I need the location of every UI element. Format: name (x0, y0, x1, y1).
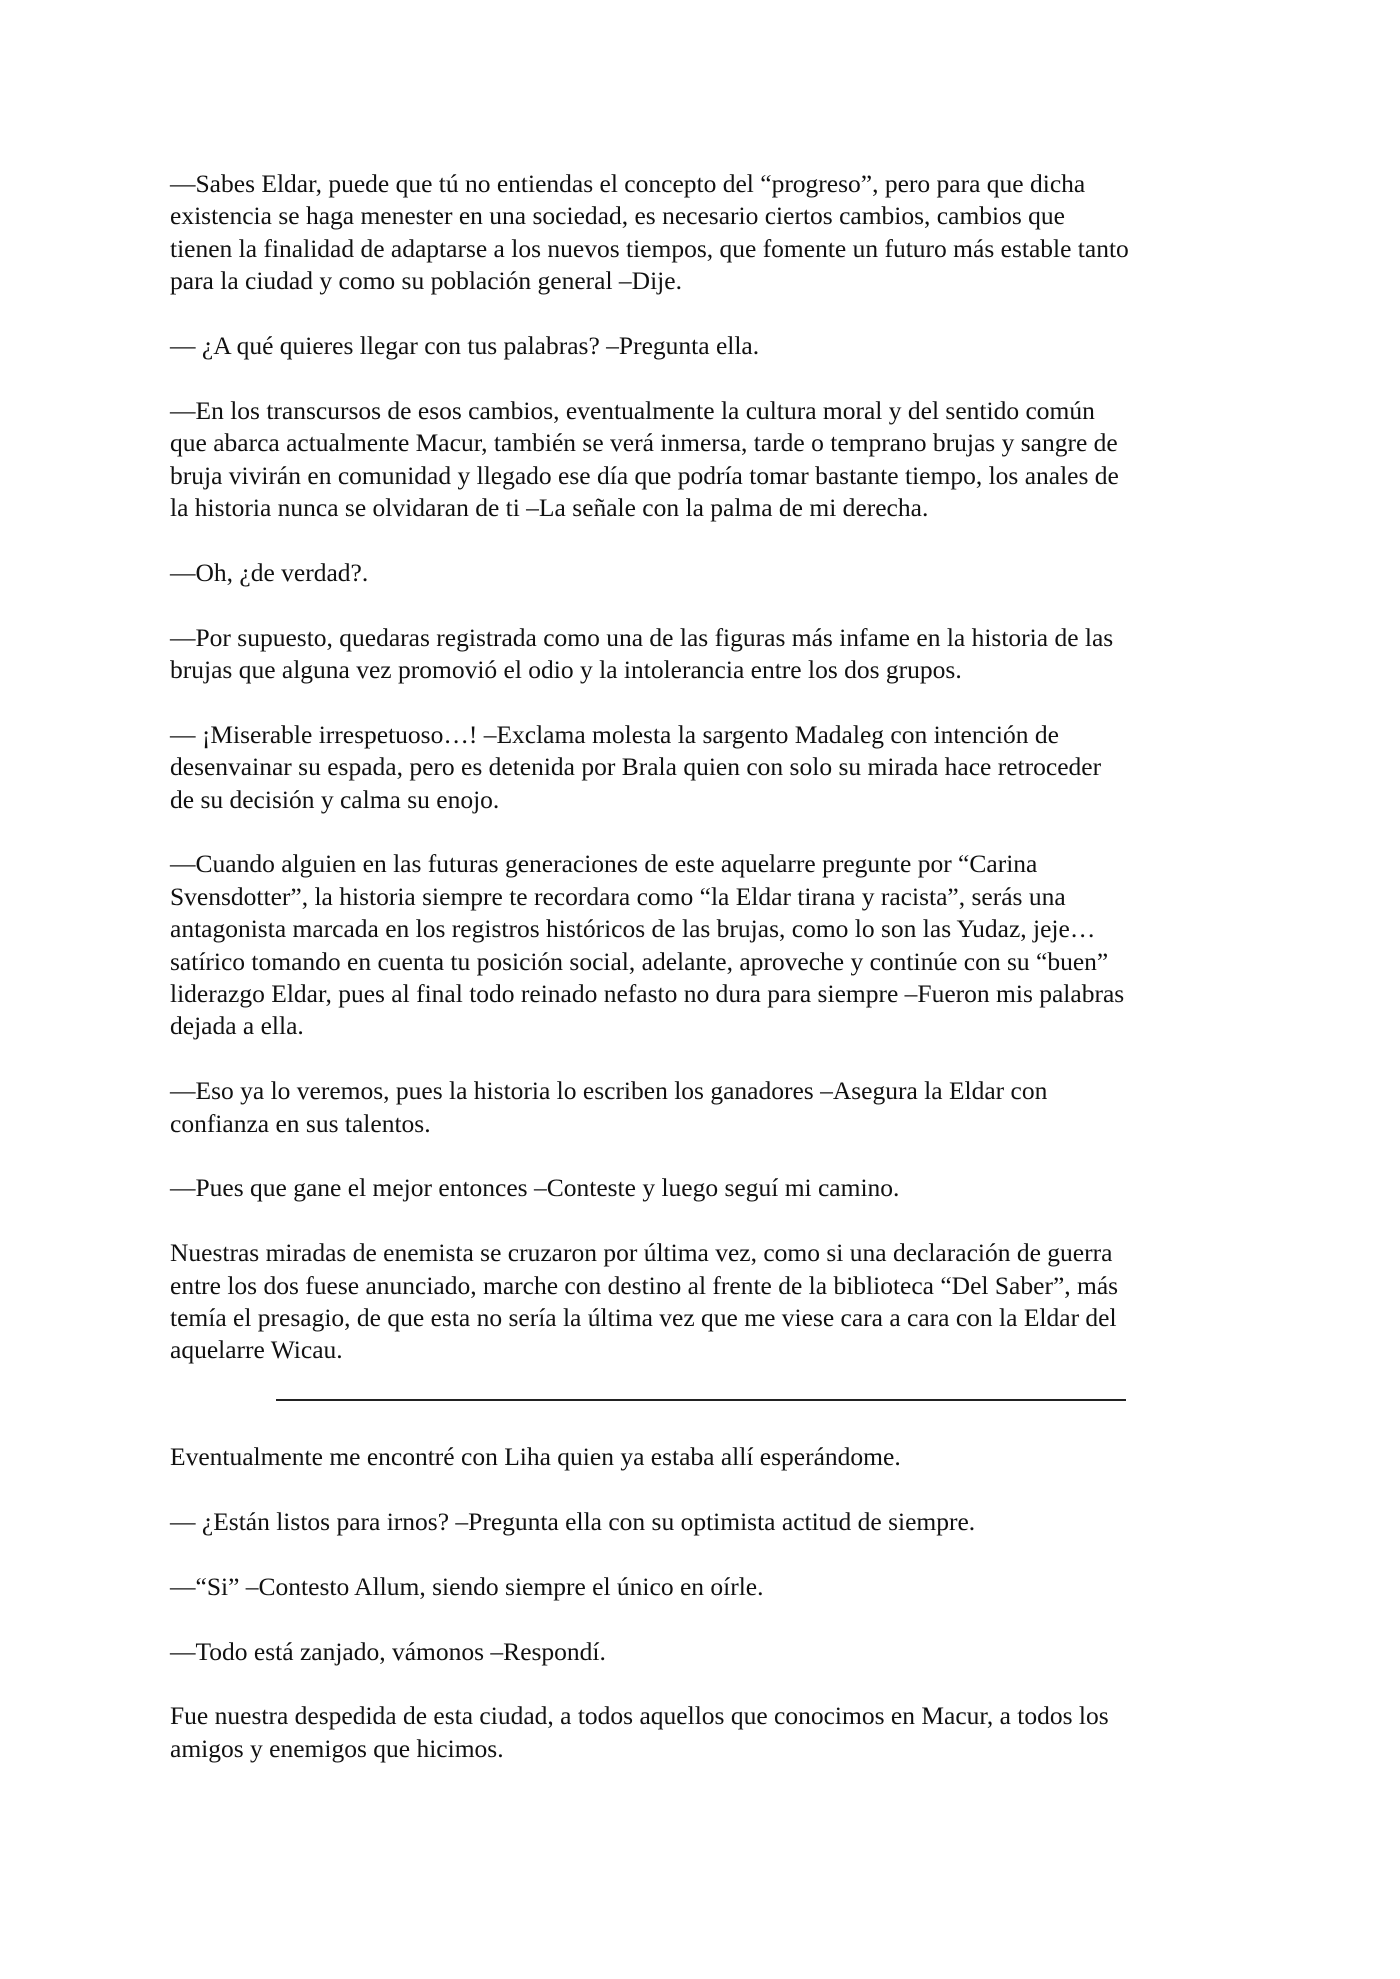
paragraph (170, 1237, 1250, 1367)
paragraph (170, 1571, 1250, 1603)
paragraph-line: —Todo está zanjado, vámonos –Respondí. (170, 1636, 606, 1666)
paragraph-line: —Sabes Eldar, puede que tú no entiendas el concepto del “progreso”, pero para que dicha (170, 169, 1086, 198)
document-body (170, 168, 1250, 1798)
paragraph-line: antagonista marcada en los registros históricos de las brujas, como lo son las Yudaz, jeje… (170, 914, 1096, 944)
paragraph (170, 1075, 1250, 1140)
paragraph-line: bruja vivirán en comunidad y llegado ese día que podría tomar bastante tiempo, los anales de (170, 460, 1119, 490)
paragraph-line: —Oh, ¿de verdad?. (170, 557, 369, 587)
paragraph (170, 1636, 1250, 1668)
section-separator-line (276, 1399, 1126, 1401)
paragraph (170, 1441, 1250, 1473)
paragraph-line: de su decisión y calma su enojo. (170, 784, 500, 814)
paragraph (170, 1506, 1250, 1538)
text-section-before-separator (170, 168, 1250, 1367)
paragraph-line: —“Si” –Contesto Allum, siendo siempre el único en oírle. (170, 1571, 764, 1601)
paragraph (170, 719, 1250, 816)
paragraph (170, 848, 1250, 1042)
paragraph-line: Nuestras miradas de enemista se cruzaron por última vez, como si una declaración de guerra (170, 1238, 1113, 1268)
paragraph-line: la historia nunca se olvidaran de ti –La señale con la palma de mi derecha. (170, 493, 929, 523)
paragraph-line: —Cuando alguien en las futuras generaciones de este aquelarre pregunte por “Carina (170, 849, 1038, 879)
paragraph-line: —En los transcursos de esos cambios, eventualmente la cultura moral y del sentido común (170, 395, 1095, 425)
paragraph-line: amigos y enemigos que hicimos. (170, 1733, 504, 1763)
paragraph-line: existencia se haga menester en una sociedad, es necesario ciertos cambios, cambios que (170, 201, 1065, 231)
paragraph-line: — ¿A qué quieres llegar con tus palabras? –Pregunta ella. (170, 331, 760, 361)
paragraph-line: para la ciudad y como su población general –Dije. (170, 266, 682, 296)
paragraph-line: Eventualmente me encontré con Liha quien ya estaba allí esperándome. (170, 1442, 901, 1472)
text-section-after-separator (170, 1441, 1250, 1765)
paragraph-line: dejada a ella. (170, 1011, 304, 1041)
paragraph (170, 1172, 1250, 1204)
paragraph-line: —Por supuesto, quedaras registrada como una de las figuras más infame en la historia de las (170, 622, 1114, 652)
paragraph-line: —Pues que gane el mejor entonces –Conteste y luego seguí mi camino. (170, 1173, 900, 1203)
paragraph-line: confianza en sus talentos. (170, 1108, 431, 1138)
paragraph-line: que abarca actualmente Macur, también se verá inmersa, tarde o temprano brujas y sangre de (170, 428, 1118, 458)
paragraph-line: entre los dos fuese anunciado, marche con destino al frente de la biblioteca “Del Saber”, más (170, 1270, 1119, 1300)
paragraph-line: Fue nuestra despedida de esta ciudad, a todos aquellos que conocimos en Macur, a todos los (170, 1701, 1109, 1731)
paragraph (170, 330, 1250, 362)
paragraph (170, 168, 1250, 298)
paragraph (170, 395, 1250, 525)
paragraph (170, 1700, 1250, 1765)
paragraph-line: brujas que alguna vez promovió el odio y la intolerancia entre los dos grupos. (170, 655, 962, 685)
paragraph-line: desenvainar su espada, pero es detenida por Brala quien con solo su mirada hace retroceder (170, 752, 1102, 782)
paragraph (170, 622, 1250, 687)
paragraph-line: aquelarre Wicau. (170, 1335, 343, 1365)
paragraph-line: Svensdotter”, la historia siempre te recordara como “la Eldar tirana y racista”, serás una (170, 881, 1066, 911)
paragraph-line: temía el presagio, de que esta no sería la última vez que me viese cara a cara con la Eldar del (170, 1303, 1117, 1333)
paragraph-line: satírico tomando en cuenta tu posición social, adelante, aproveche y continúe con su “buen” (170, 946, 1109, 976)
paragraph-line: — ¡Miserable irrespetuoso…! –Exclama molesta la sargento Madaleg con intención de (170, 719, 1059, 749)
paragraph (170, 557, 1250, 589)
paragraph-line: — ¿Están listos para irnos? –Pregunta ella con su optimista actitud de siempre. (170, 1507, 976, 1537)
paragraph-line: tienen la finalidad de adaptarse a los nuevos tiempos, que fomente un futuro más estable tanto (170, 233, 1129, 263)
paragraph-line: liderazgo Eldar, pues al final todo reinado nefasto no dura para siempre –Fueron mis palabras (170, 979, 1125, 1009)
paragraph-line: —Eso ya lo veremos, pues la historia lo escriben los ganadores –Asegura la Eldar con (170, 1076, 1048, 1106)
